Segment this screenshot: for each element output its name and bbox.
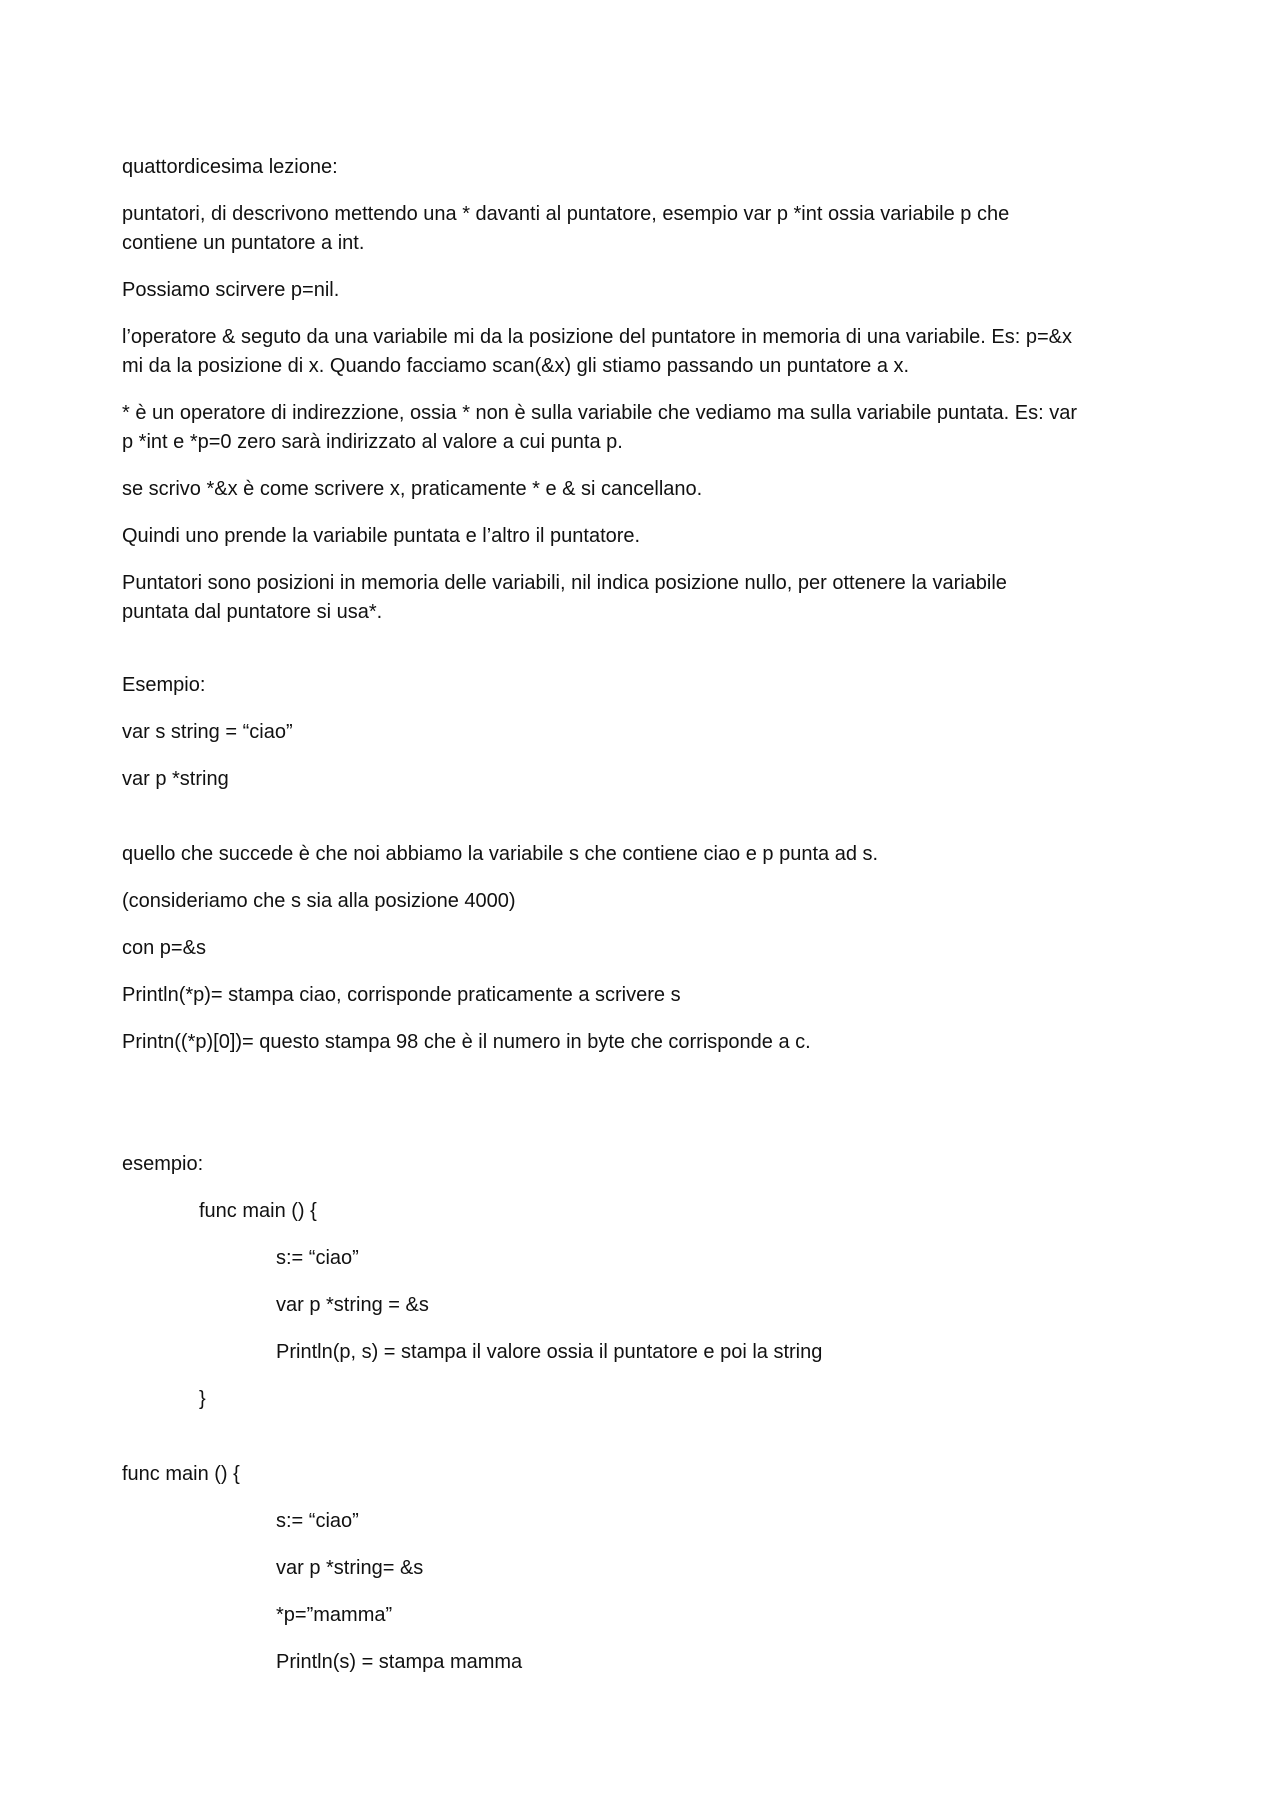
code-line: var p *string — [122, 768, 229, 790]
code-line: var s string = “ciao” — [122, 721, 293, 743]
code-line: } — [199, 1388, 206, 1410]
paragraph-line: l’operatore & seguto da una variabile mi da la posizione del puntatore in memoria di una variabile. Es: p=&x — [122, 326, 1072, 348]
paragraph-line: p *int e *p=0 zero sarà indirizzato al valore a cui punta p. — [122, 431, 623, 453]
code-line: Println(p, s) = stampa il valore ossia il puntatore e poi la string — [276, 1341, 823, 1363]
code-line: s:= “ciao” — [276, 1247, 359, 1269]
code-line: func main () { — [199, 1200, 317, 1222]
paragraph-line: Quindi uno prende la variabile puntata e l’altro il puntatore. — [122, 525, 641, 547]
paragraph-line: se scrivo *&x è come scrivere x, praticamente * e & si cancellano. — [122, 478, 703, 500]
paragraph-line: mi da la posizione di x. Quando facciamo scan(&x) gli stiamo passando un puntatore a x. — [122, 355, 910, 377]
paragraph-line: contiene un puntatore a int. — [122, 232, 365, 254]
paragraph-line: (consideriamo che s sia alla posizione 4000) — [122, 890, 516, 912]
code-line: var p *string = &s — [276, 1294, 429, 1316]
paragraph-line: quello che succede è che noi abbiamo la variabile s che contiene ciao e p punta ad s. — [122, 843, 879, 865]
example-heading: esempio: — [122, 1153, 204, 1175]
code-line: *p=”mamma” — [276, 1604, 393, 1626]
code-line: Printn((*p)[0])= questo stampa 98 che è il numero in byte che corrisponde a c. — [122, 1031, 811, 1053]
code-line: con p=&s — [122, 937, 206, 959]
lesson-title: quattordicesima lezione: — [122, 156, 338, 178]
code-line: Println(s) = stampa mamma — [276, 1651, 523, 1673]
paragraph-line: * è un operatore di indirezzione, ossia * non è sulla variabile che vediamo ma sulla variabile puntata. Es: var — [122, 402, 1077, 424]
code-line: Println(*p)= stampa ciao, corrisponde praticamente a scrivere s — [122, 984, 681, 1006]
paragraph-line: Puntatori sono posizioni in memoria delle variabili, nil indica posizione nullo, per ottenere la variabile — [122, 572, 1007, 594]
example-heading: Esempio: — [122, 674, 206, 696]
code-line: s:= “ciao” — [276, 1510, 359, 1532]
paragraph-line: Possiamo scirvere p=nil. — [122, 279, 340, 301]
code-line: var p *string= &s — [276, 1557, 424, 1579]
paragraph-line: puntata dal puntatore si usa*. — [122, 601, 383, 623]
paragraph-line: puntatori, di descrivono mettendo una * davanti al puntatore, esempio var p *int ossia variabile p che — [122, 203, 1010, 225]
code-line: func main () { — [122, 1463, 240, 1485]
